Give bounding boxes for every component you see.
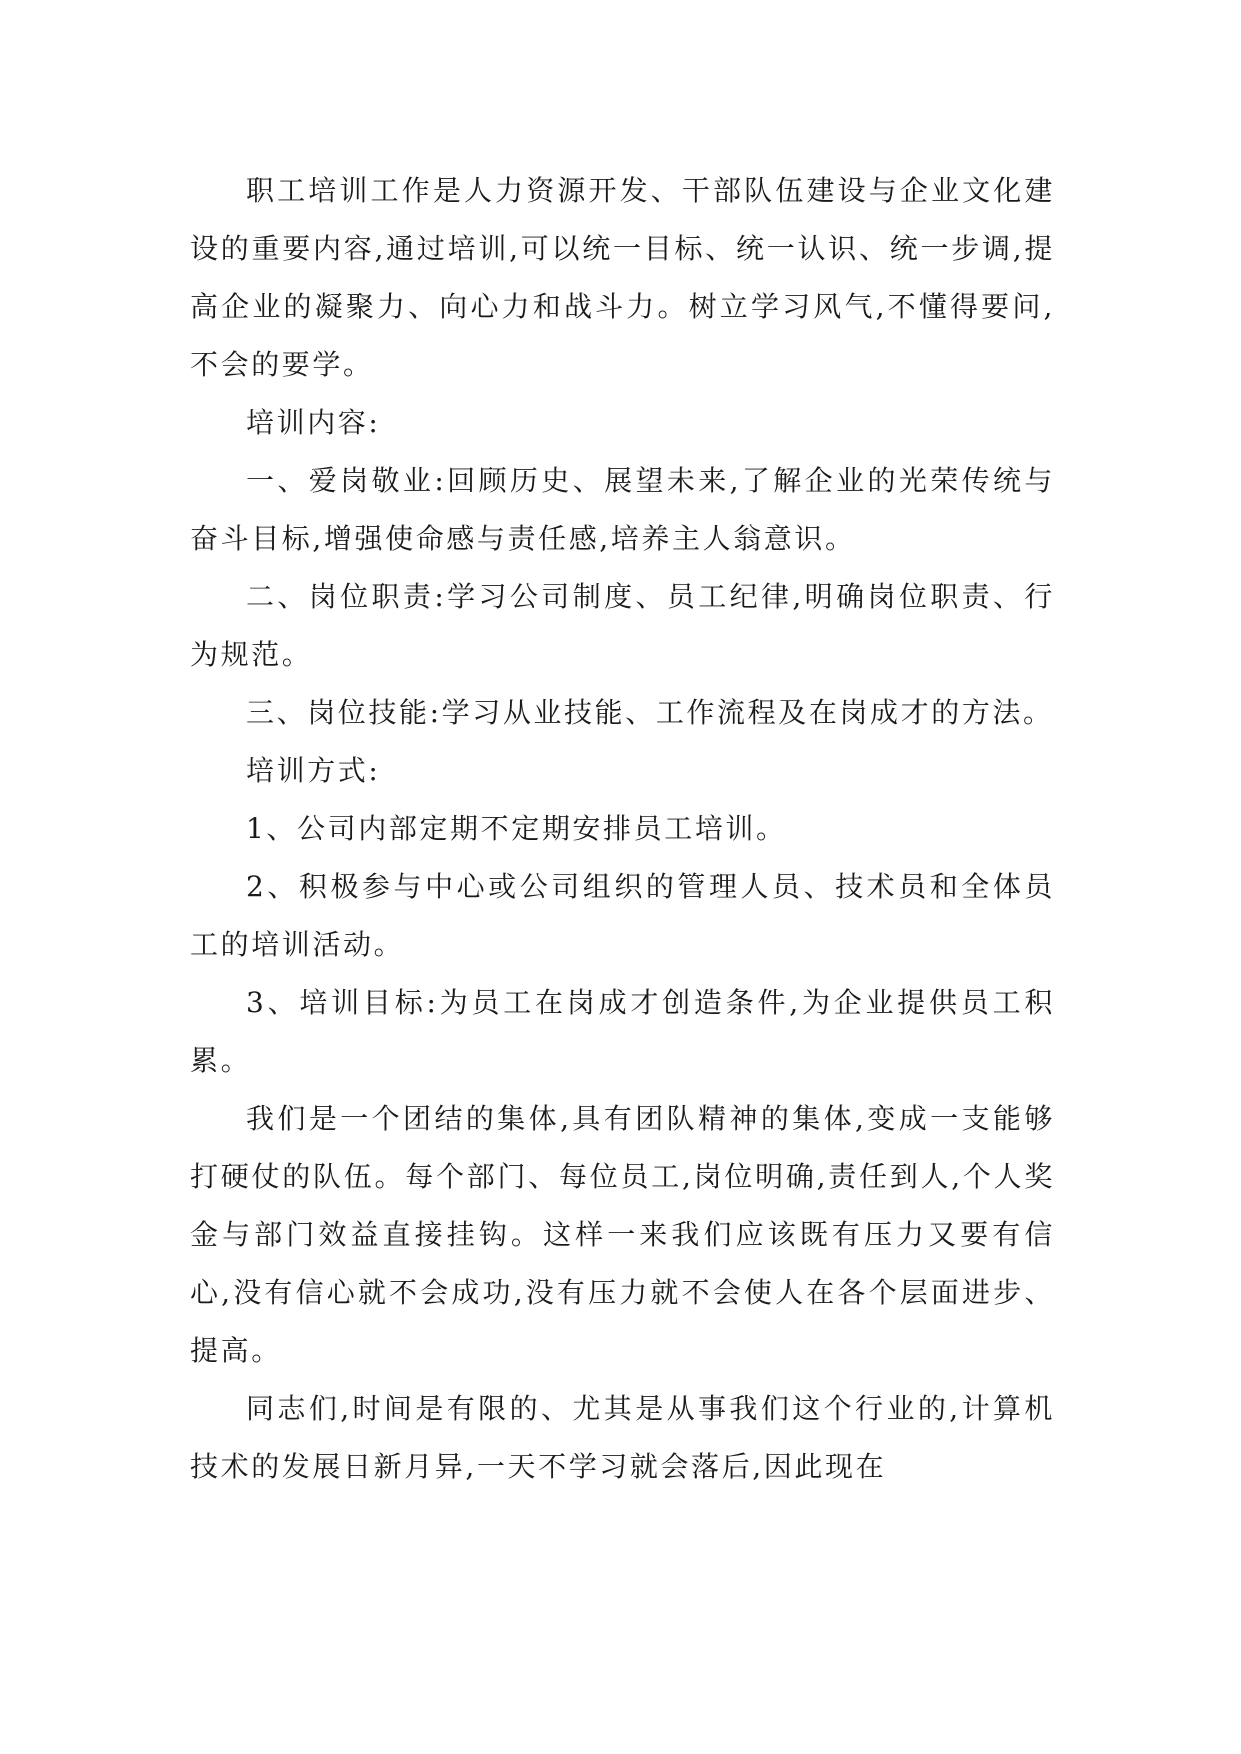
- list-item-internal-training: 1、公司内部定期不定期安排员工培训。: [246, 812, 787, 845]
- document-body: [190, 162, 1055, 1496]
- list-item-participation: 2、积极参与中心或公司组织的管理人员、技术员和全体员工的培训活动。: [190, 870, 1055, 961]
- heading-training-content: 培训内容:: [246, 406, 381, 439]
- list-item-training-goal: 3、培训目标:为员工在岗成才创造条件,为企业提供员工积累。: [190, 986, 1055, 1077]
- paragraph-team: 我们是一个团结的集体,具有团队精神的集体,变成一支能够打硬仗的队伍。每个部门、每位员工,岗位明确,责任到人,个人奖金与部门效益直接挂钩。这样一来我们应该既有压力又要有信心,没有信心就不会成功,没有压力就不会使人在各个层面进步、提高。: [190, 1102, 1055, 1367]
- list-item-duties: 二、岗位职责:学习公司制度、员工纪律,明确岗位职责、行为规范。: [190, 580, 1055, 671]
- paragraph-comrades: 同志们,时间是有限的、尤其是从事我们这个行业的,计算机技术的发展日新月异,一天不学习就会落后,因此现在: [190, 1392, 1055, 1483]
- heading-training-method: 培训方式:: [246, 754, 381, 787]
- list-item-skills: 三、岗位技能:学习从业技能、工作流程及在岗成才的方法。: [246, 696, 1054, 729]
- paragraph-intro: 职工培训工作是人力资源开发、干部队伍建设与企业文化建设的重要内容,通过培训,可以统一目标、统一认识、统一步调,提高企业的凝聚力、向心力和战斗力。树立学习风气,不懂得要问,不会的要学。: [190, 174, 1055, 381]
- list-item-dedication: 一、爱岗敬业:回顾历史、展望未来,了解企业的光荣传统与奋斗目标,增强使命感与责任感,培养主人翁意识。: [190, 464, 1055, 555]
